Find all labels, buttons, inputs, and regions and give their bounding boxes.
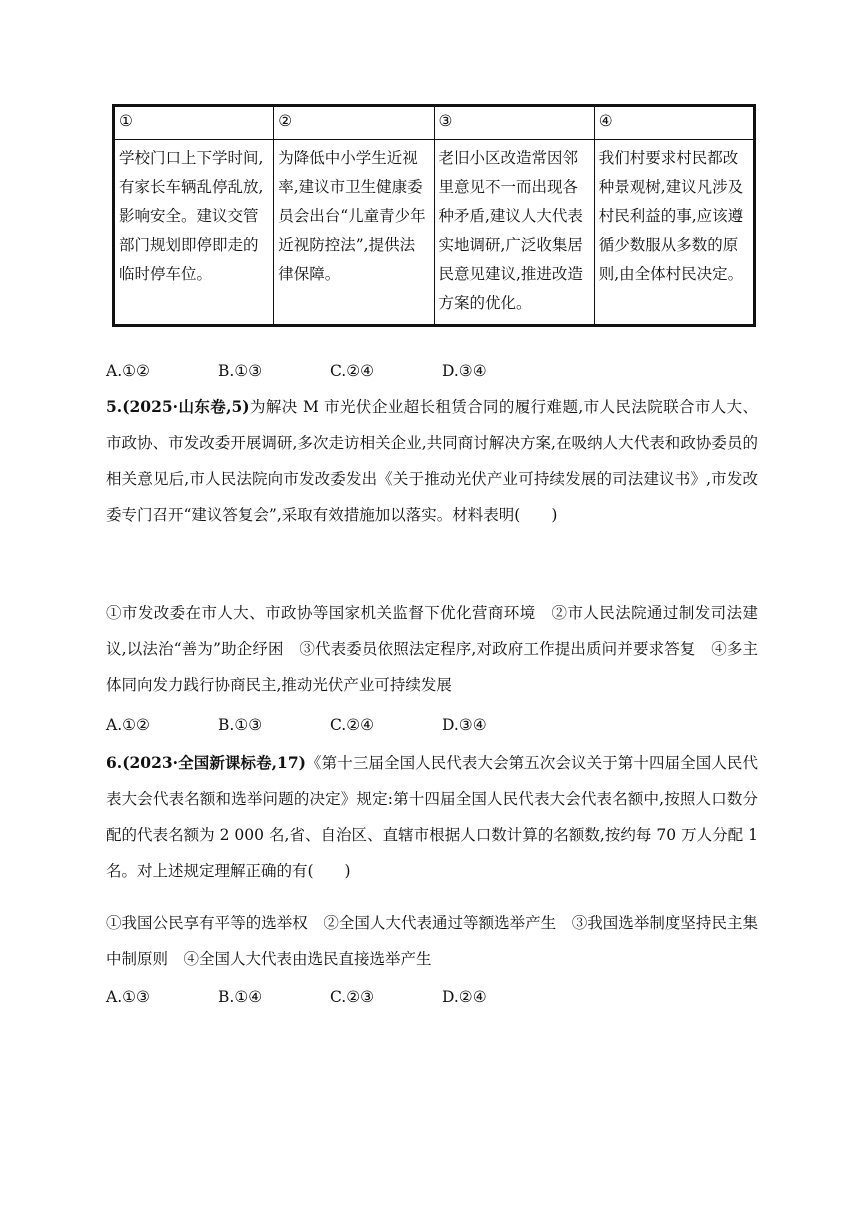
question-source: (2025·山东卷,5) bbox=[122, 397, 250, 416]
table-row bbox=[114, 140, 755, 326]
q4-answer-choices bbox=[106, 362, 554, 380]
choice-a: A.①③ bbox=[106, 988, 150, 1006]
choice-d: D.②④ bbox=[442, 988, 487, 1006]
table-header-cell: ① bbox=[114, 106, 274, 140]
q5-options: ①市发改委在市人大、市政协等国家机关监督下优化营商环境 ②市人民法院通过制发司法建议,以法治“善为”助企纾困 ③代表委员依照法定程序,对政府工作提出质问并要求答复 ④多主体同向发力践行协商民主,推动光伏产业可持续发展 bbox=[106, 604, 758, 694]
choice-b: B.①④ bbox=[218, 988, 263, 1006]
choice-b: B.①③ bbox=[218, 716, 263, 734]
q5-answer-choices bbox=[106, 716, 554, 734]
table-cell: 为降低中小学生近视率,建议市卫生健康委员会出台“儿童青少年近视防控法”,提供法律保障。 bbox=[274, 140, 434, 326]
choice-b: B.①③ bbox=[218, 362, 263, 380]
choice-d: D.③④ bbox=[442, 716, 487, 734]
table-cell: 我们村要求村民都改种景观树,建议凡涉及村民利益的事,应该遵循少数服从多数的原则,由全体村民决定。 bbox=[594, 140, 754, 326]
question-text: 《第十三届全国人民代表大会第五次会议关于第十四届全国人民代表大会代表名额和选举问题的决定》规定:第十四届全国人民代表大会代表名额中,按照人口数分配的代表名额为 2 000 名,省、自治区、直辖市根据人口数计算的名额数,按约每 70 万人分配 1 名。对上述规定理解正确的有( ) bbox=[106, 754, 758, 880]
table-cell: 学校门口上下学时间,有家长车辆乱停乱放,影响安全。建议交管部门规划即停即走的临时停车位。 bbox=[114, 140, 274, 326]
q6-answer-choices bbox=[106, 988, 554, 1006]
choice-c: C.②③ bbox=[330, 988, 375, 1006]
choice-a: A.①② bbox=[106, 362, 150, 380]
table-header-cell: ④ bbox=[594, 106, 754, 140]
q6-options: ①我国公民享有平等的选举权 ②全国人大代表通过等额选举产生 ③我国选举制度坚持民主集中制原则 ④全国人大代表由选民直接选举产生 bbox=[106, 914, 758, 968]
choice-c: C.②④ bbox=[330, 362, 375, 380]
table-cell: 老旧小区改造常因邻里意见不一而出现各种矛盾,建议人大代表实地调研,广泛收集居民意见建议,推进改造方案的优化。 bbox=[434, 140, 594, 326]
choice-d: D.③④ bbox=[442, 362, 487, 380]
question-number: 6. bbox=[106, 753, 123, 772]
question-number: 5. bbox=[106, 397, 123, 416]
q5-stem bbox=[106, 389, 758, 533]
question-source: (2023·全国新课标卷,17) bbox=[122, 753, 306, 772]
choice-a: A.①② bbox=[106, 716, 150, 734]
table-header-row bbox=[114, 106, 755, 140]
table-header-cell: ③ bbox=[434, 106, 594, 140]
q6-stem bbox=[106, 745, 758, 889]
table-header-cell: ② bbox=[274, 106, 434, 140]
options-table bbox=[112, 104, 756, 327]
question-text: 为解决 M 市光伏企业超长租赁合同的履行难题,市人民法院联合市人大、市政协、市发改委开展调研,多次走访相关企业,共同商讨解决方案,在吸纳人大代表和政协委员的相关意见后,市人民法院向市发改委发出《关于推动光伏产业可持续发展的司法建议书》,市发改委专门召开“建议答复会”,采取有效措施加以落实。材料表明( ) bbox=[106, 398, 759, 524]
choice-c: C.②④ bbox=[330, 716, 375, 734]
